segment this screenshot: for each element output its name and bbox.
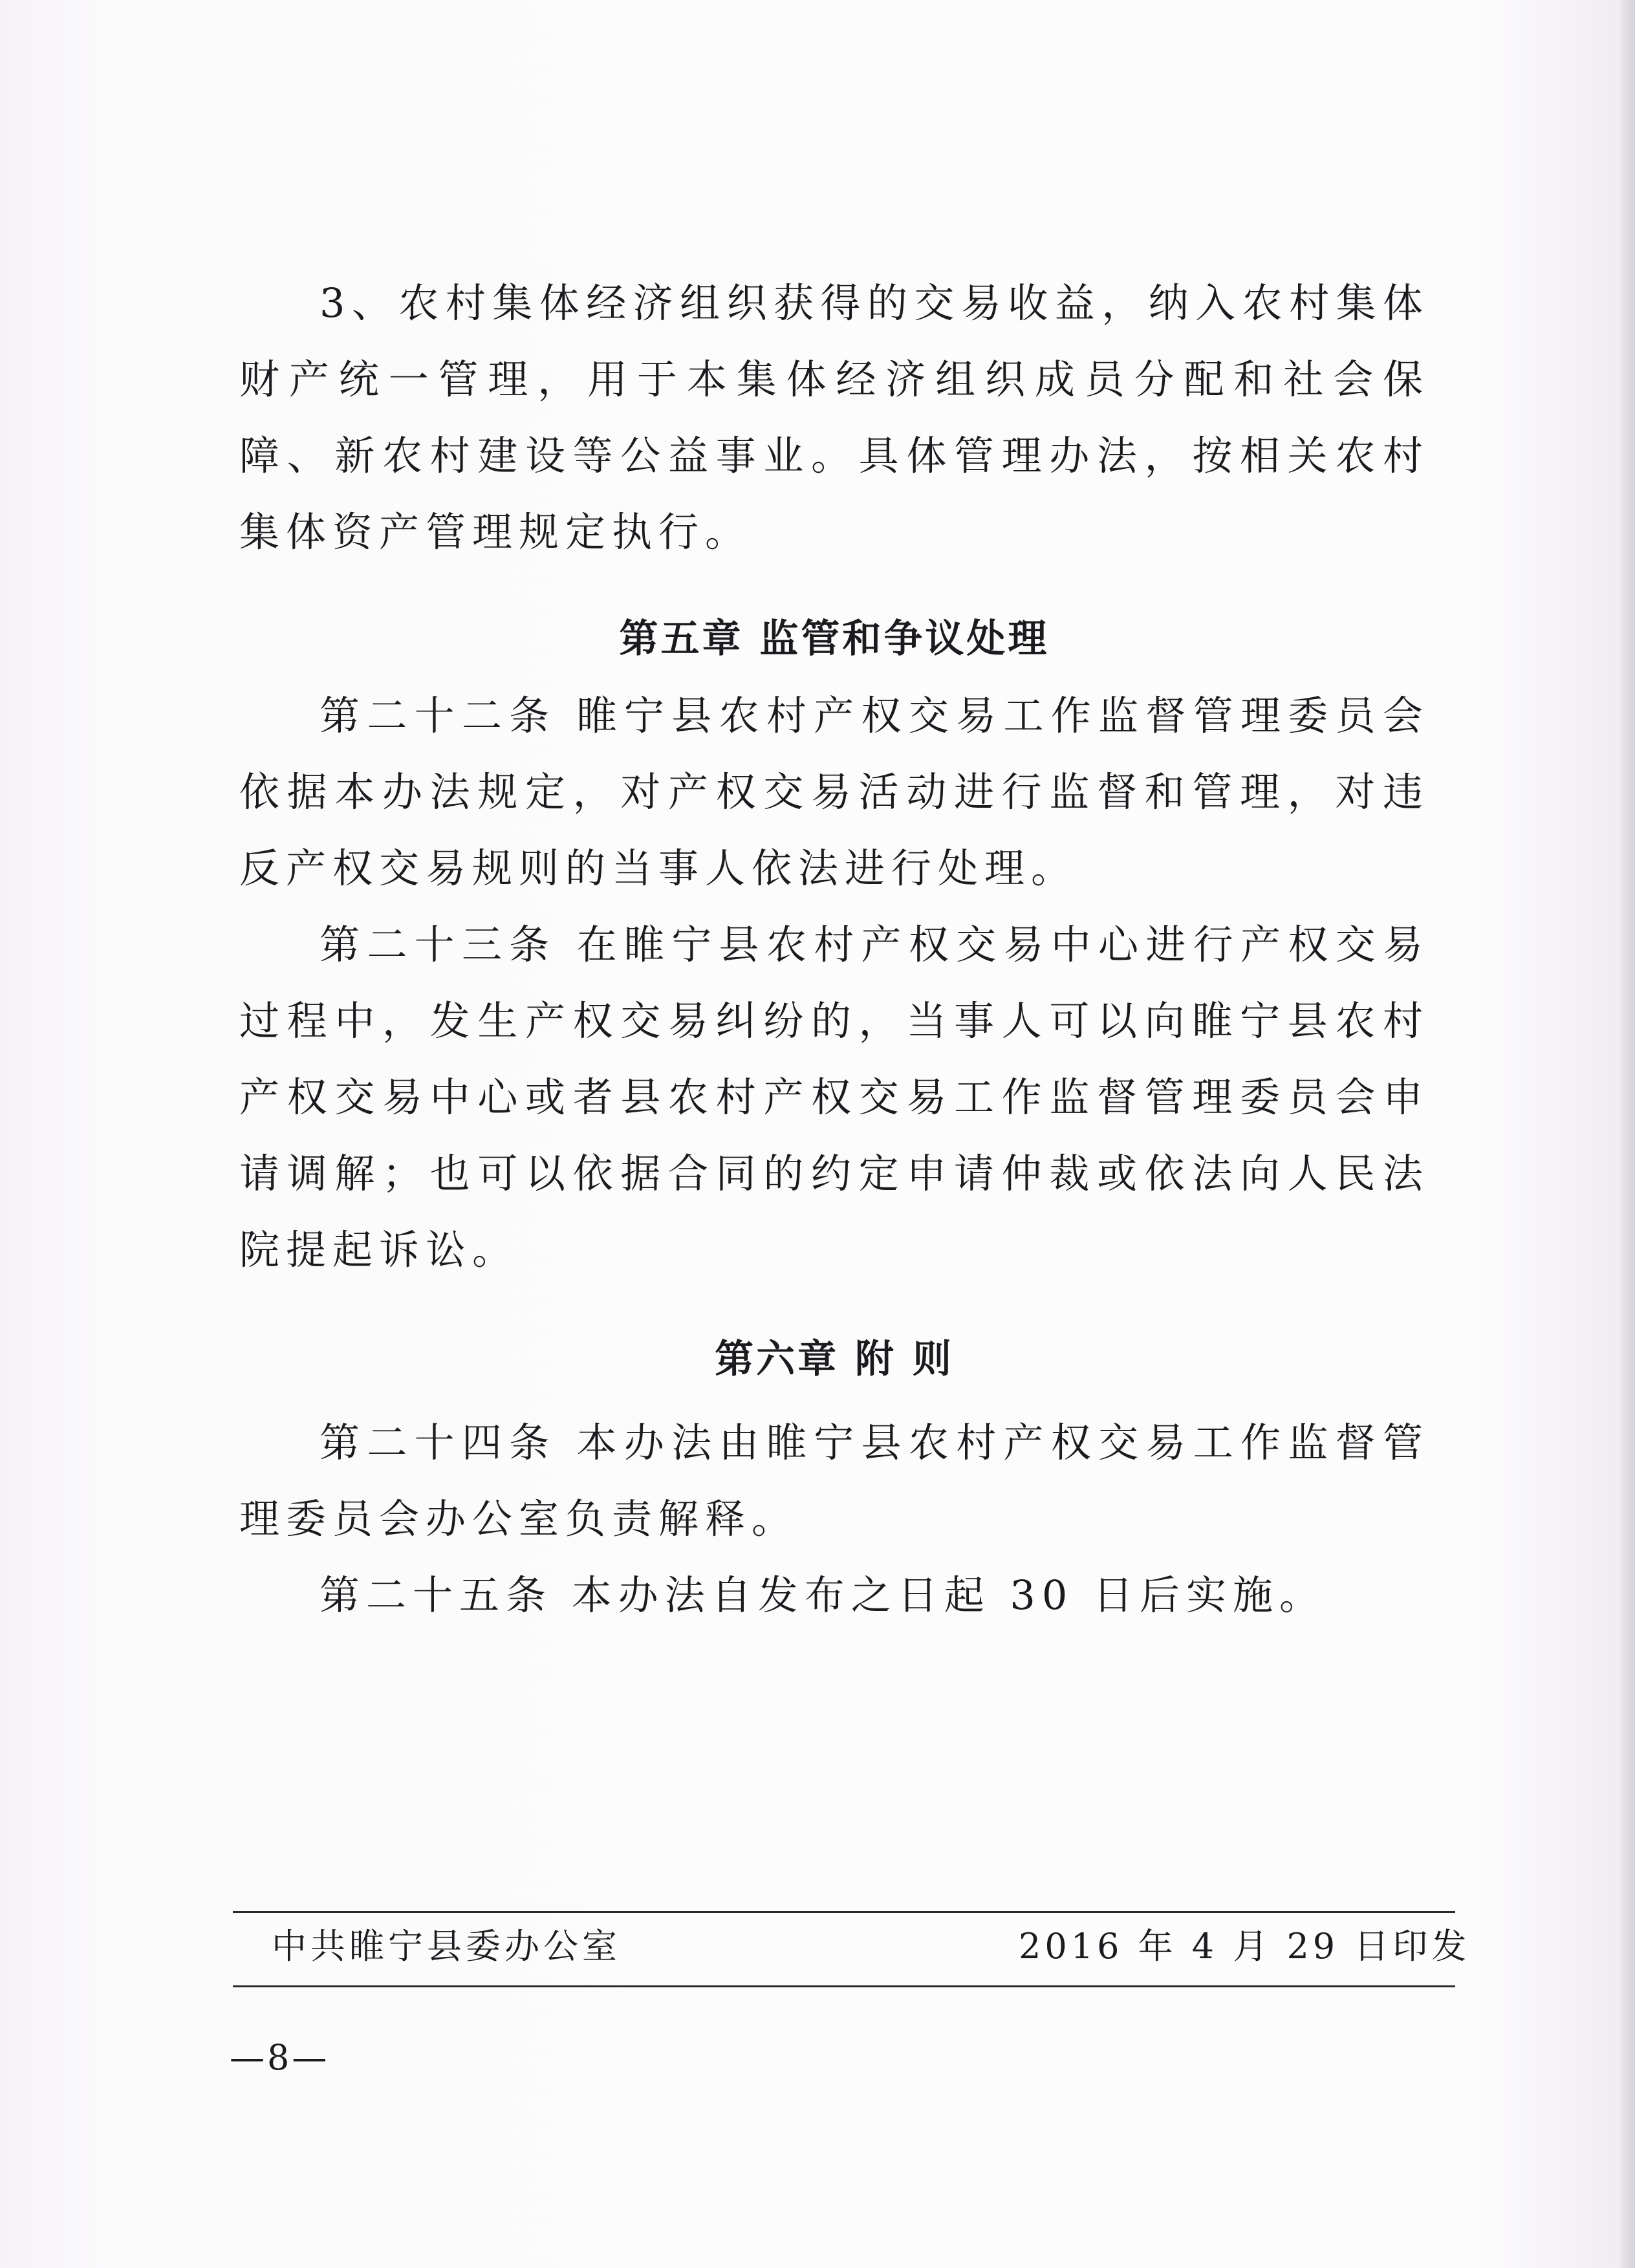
article-23: 第二十三条 在睢宁县农村产权交易中心进行产权交易过程中，发生产权交易纠纷的，当事人可以向睢宁县农村产权交易中心或者县农村产权交易工作监督管理委员会申请调解；也可以依据合同的约定申请仲裁或依法向人民法院提起诉讼。	[239, 921, 1429, 1273]
article-25: 第二十五条 本办法自发布之日起 30 日后实施。	[319, 1571, 1326, 1619]
issue-date: 2016 年 4 月 29 日印发	[1019, 1926, 1471, 1967]
footer-top-rule	[233, 1911, 1455, 1913]
article-22: 第二十二条 睢宁县农村产权交易工作监督管理委员会依据本办法规定，对产权交易活动进行监督和管理，对违反产权交易规则的当事人依法进行处理。	[239, 692, 1429, 892]
paragraph-income-management: 3、农村集体经济组织获得的交易收益，纳入农村集体财产统一管理，用于本集体经济组织成员分配和社会保障、新农村建设等公益事业。具体管理办法，按相关农村集体资产管理规定执行。	[239, 279, 1429, 556]
page-edge	[1621, 0, 1635, 2268]
issuer-name: 中共睢宁县委办公室	[272, 1926, 621, 1967]
footer-bottom-rule	[233, 1985, 1455, 1987]
chapter-6-heading: 第六章 附 则	[715, 1337, 954, 1382]
document-body	[239, 265, 1429, 1634]
article-24: 第二十四条 本办法由睢宁县农村产权交易工作监督管理委员会办公室负责解释。	[239, 1419, 1429, 1542]
chapter-5-heading: 第五章 监管和争议处理	[619, 616, 1050, 662]
page-number: —8—	[230, 2037, 330, 2078]
